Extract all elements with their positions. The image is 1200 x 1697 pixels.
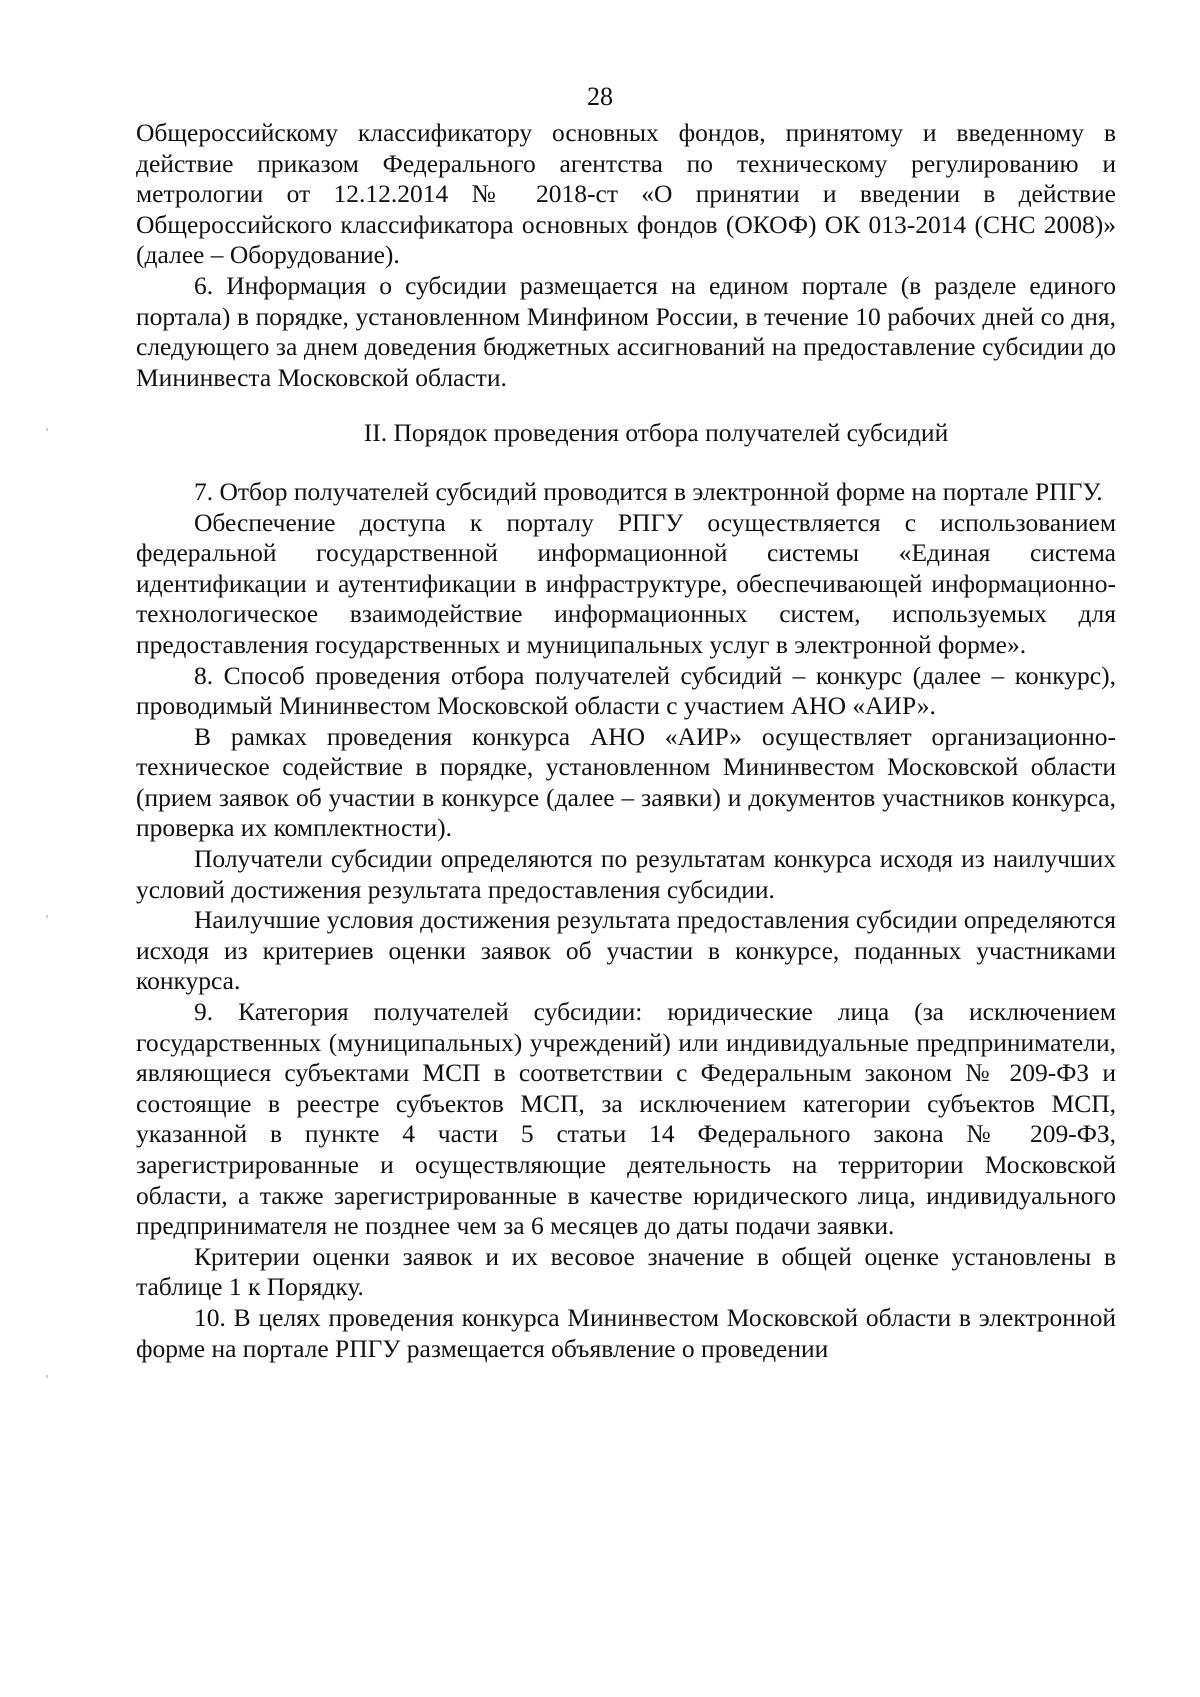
paragraph-okof-continuation: Общероссийскому классификатору основных фондов, принятому и введенному в действие приказом Федерального агентства по техническому регулированию и метрологии от 12.12.2014 № 2018-ст «О принятии и введении в действие Общероссийского классификатора основных фондов (ОКОФ) ОК 013-2014 (СНС 2008)» (далее – Оборудование). — [136, 118, 1116, 270]
paragraph-item-10: 10. В целях проведения конкурса Мининвестом Московской области в электронной форме на портале РПГУ размещается объявление о проведении — [136, 1302, 1116, 1363]
page-number: 28 — [587, 82, 613, 111]
paragraph-portal-access: Обеспечение доступа к порталу РПГУ осуществляется с использованием федеральной государственной информационной системы «Единая система идентификации и аутентификации в инфраструктуре, обеспечивающей информационно-технологическое взаимодействие информационных систем, используемых для предоставления государственных и муниципальных услуг в электронной форме». — [136, 507, 1116, 659]
paragraph-criteria: Критерии оценки заявок и их весовое значение в общей оценке установлены в таблице 1 к Порядку. — [136, 1241, 1116, 1302]
paragraph-item-6: 6. Информация о субсидии размещается на едином портале (в разделе единого портала) в порядке, установленном Минфином России, в течение 10 рабочих дней со дня, следующего за днем доведения бюджетных ассигнований на предоставление субсидии до Мининвеста Московской области. — [136, 270, 1116, 392]
paragraph-item-8: 8. Способ проведения отбора получателей субсидий – конкурс (далее – конкурс), проводимый Мининвестом Московской области с участием АНО «АИР». — [136, 660, 1116, 721]
paragraph-recipients: Получатели субсидии определяются по результатам конкурса исходя из наилучших условий достижения результата предоставления субсидии. — [136, 844, 1116, 904]
paragraph-item-9: 9. Категория получателей субсидии: юридические лица (за исключением государственных (муниципальных) учреждений) или индивидуальные предприниматели, являющиеся субъектами МСП в соответствии с Федеральным законом № 209-ФЗ и состоящие в реестре субъектов МСП, за исключением категории субъектов МСП, указанной в пункте 4 части 5 статьи 14 Федерального закона № 209-ФЗ, зарегистрированные и осуществляющие деятельность на территории Московской области, а также зарегистрированные в качестве юридического лица, индивидуального предпринимателя не позднее чем за 6 месяцев до даты подачи заявки. — [136, 997, 1116, 1241]
scan-speck — [46, 1375, 48, 1378]
section-heading-2: II. Порядок проведения отбора получателей субсидий — [363, 418, 949, 448]
paragraph-item-7: 7. Отбор получателей субсидий проводится в электронной форме на портале РПГУ. — [194, 476, 1103, 506]
paragraph-best-conditions: Наилучшие условия достижения результата предоставления субсидии определяются исходя из критериев оценки заявок об участии в конкурсе, поданных участниками конкурса. — [136, 905, 1116, 996]
paragraph-ano-air: В рамках проведения конкурса АНО «АИР» осуществляет организационно-техническое содействие в порядке, установленном Мининвестом Московской области (прием заявок об участии в конкурсе (далее – заявки) и документов участников конкурса, проверка их комплектности). — [136, 721, 1116, 843]
document-body — [136, 118, 1116, 1364]
scan-speck — [46, 915, 48, 918]
scan-speck — [46, 428, 48, 431]
